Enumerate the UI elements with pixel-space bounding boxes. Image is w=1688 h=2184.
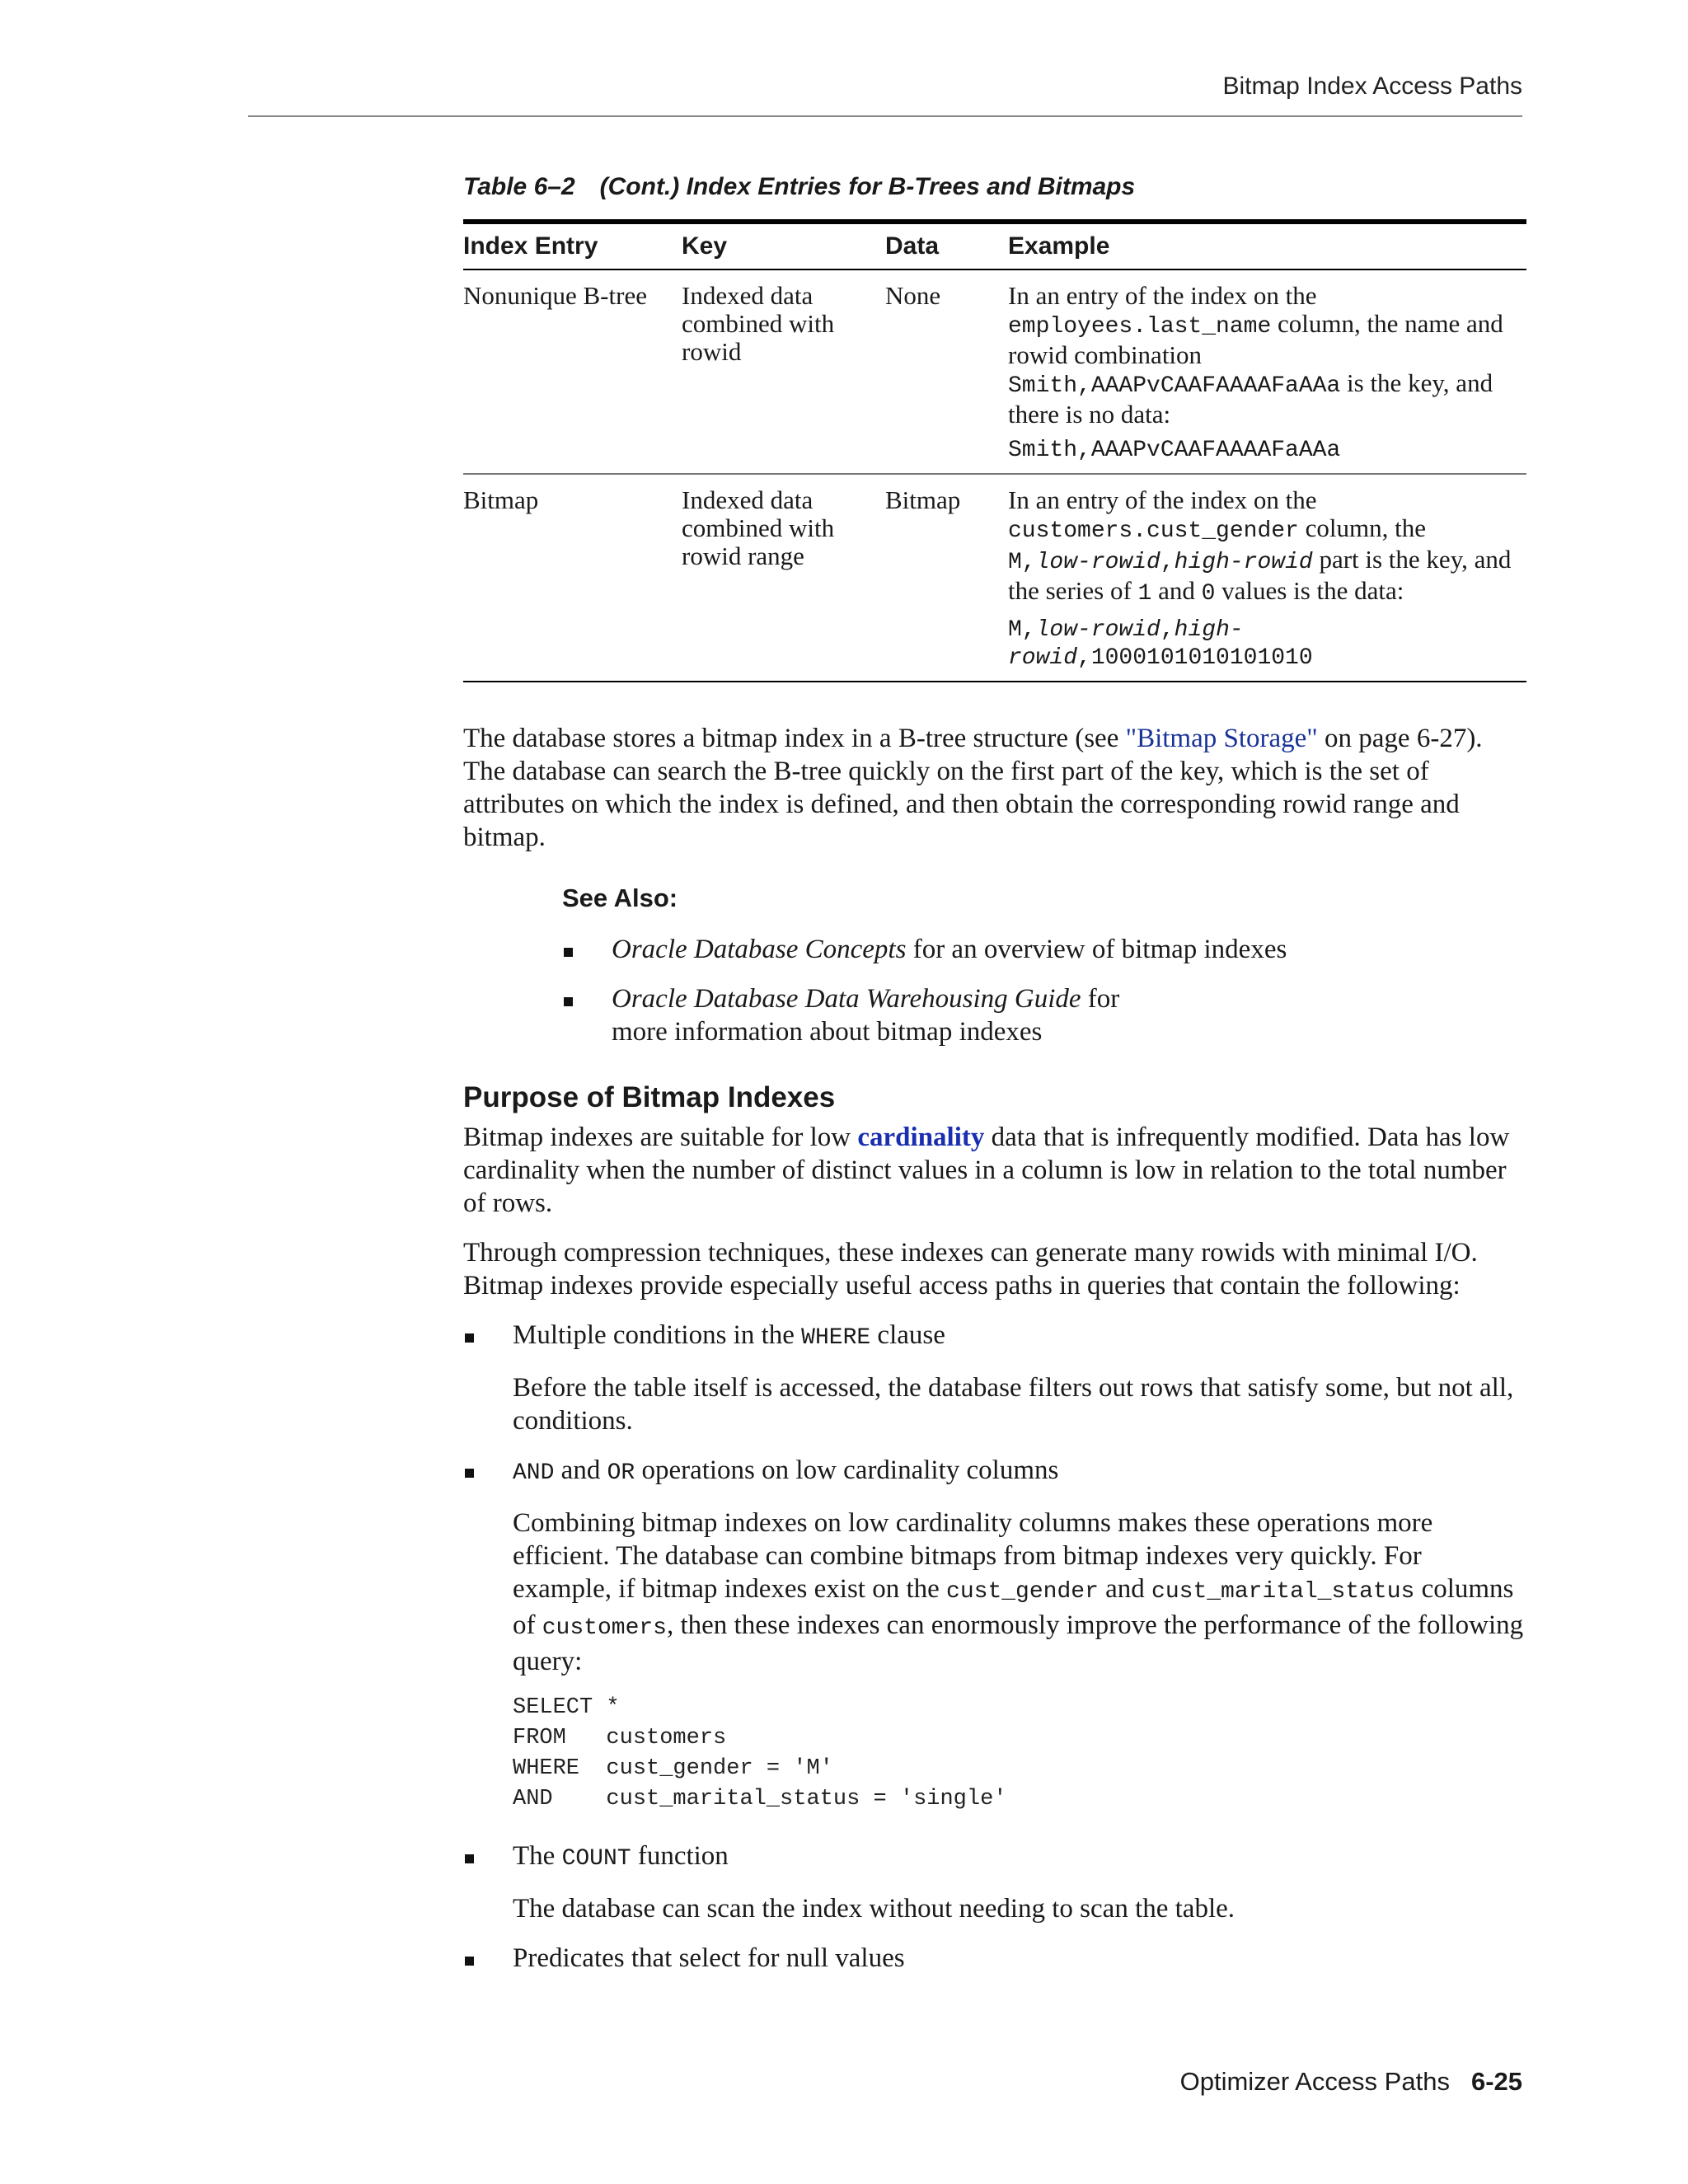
- list-item: [463, 1840, 1526, 1925]
- page-content: [463, 173, 1526, 1975]
- cell-key: Indexed data combined with rowid range: [682, 474, 885, 682]
- list-item-description: Before the table itself is accessed, the database filters out rows that satisfy some, but not all, conditions.: [513, 1373, 1514, 1436]
- list-item-text: and: [554, 1455, 607, 1485]
- see-also-list: [562, 933, 1526, 1048]
- list-item-description: [513, 1507, 1526, 1678]
- inline-code: customers.cust_gender: [1008, 518, 1299, 544]
- cell-index-entry: Bitmap: [463, 474, 682, 682]
- example-text: [1008, 486, 1526, 608]
- list-item-text: clause: [870, 1320, 945, 1350]
- inline-code: WHERE: [801, 1325, 871, 1351]
- body-paragraph: Through compression techniques, these indexes can generate many rowids with minimal I/O. Bitmap indexes provide especially useful access paths in queries that contain the following:: [463, 1238, 1478, 1301]
- running-header: Bitmap Index Access Paths: [1222, 73, 1522, 100]
- see-also-box: [562, 883, 1526, 1048]
- list-item-text: function: [631, 1841, 729, 1871]
- square-bullet-icon: [465, 1333, 474, 1343]
- list-item-text: operations on low cardinality columns: [635, 1455, 1059, 1485]
- list-item: [562, 982, 1139, 1048]
- footer-section-title: Optimizer Access Paths: [1179, 2067, 1450, 2096]
- section-heading: Purpose of Bitmap Indexes: [463, 1081, 836, 1113]
- cell-data: Bitmap: [885, 474, 1008, 682]
- example-text-part: is the key, and there is no data:: [1008, 368, 1493, 429]
- square-bullet-icon: [465, 1854, 474, 1863]
- example-text: [1008, 282, 1526, 429]
- table-caption-number: Table 6–2: [463, 173, 575, 200]
- inline-code: cust_marital_status: [1151, 1579, 1415, 1605]
- inline-code-italic: low-rowid: [1035, 550, 1160, 575]
- description-text: , then these indexes can enormously improve the performance of the following query:: [513, 1610, 1524, 1676]
- paragraph-text: data that is infrequently modified. Data has low cardinality when the number of distinct values in a column is low in relation to the total number of rows.: [463, 1122, 1510, 1218]
- table-caption: [463, 173, 1526, 208]
- table-row: [463, 269, 1526, 474]
- inline-code: M,: [1008, 550, 1036, 575]
- code-part: ,1000101010101010: [1077, 645, 1313, 671]
- page-number: 6-25: [1470, 2067, 1522, 2096]
- inline-code: ,: [1160, 550, 1175, 575]
- inline-code: AND: [513, 1460, 555, 1486]
- example-code-line: [1008, 616, 1526, 673]
- column-header-index-entry: Index Entry: [463, 222, 682, 269]
- code-part: M,: [1008, 617, 1036, 643]
- cell-key: Indexed data combined with rowid: [682, 269, 885, 474]
- example-text-part: and: [1151, 576, 1202, 605]
- page-footer: [248, 2067, 1522, 2097]
- table-caption-title: (Cont.) Index Entries for B-Trees and Bitmaps: [599, 173, 1136, 200]
- list-item-text: for more information about bitmap indexes: [612, 984, 1120, 1047]
- column-header-key: Key: [682, 222, 885, 269]
- cardinality-link[interactable]: cardinality: [857, 1122, 985, 1152]
- list-item-description: The database can scan the index without needing to scan the table.: [513, 1894, 1236, 1924]
- square-bullet-icon: [465, 1469, 474, 1478]
- inline-code: 1: [1137, 581, 1152, 607]
- list-item-text: The: [513, 1841, 562, 1871]
- query-features-list: [463, 1319, 1526, 1975]
- list-item: [463, 1319, 1526, 1437]
- square-bullet-icon: [465, 1957, 474, 1966]
- code-part: ,: [1160, 617, 1175, 643]
- see-also-title: See Also:: [562, 883, 678, 912]
- inline-code-italic: high-rowid: [1174, 550, 1313, 575]
- cell-example: [1008, 474, 1526, 682]
- bitmap-storage-link[interactable]: "Bitmap Storage": [1125, 724, 1318, 753]
- list-item: [463, 1942, 1526, 1975]
- book-title: Oracle Database Data Warehousing Guide: [612, 984, 1081, 1014]
- book-title: Oracle Database Concepts: [612, 935, 907, 964]
- square-bullet-icon: [564, 948, 573, 957]
- header-rule: [248, 115, 1522, 117]
- inline-code: 0: [1201, 581, 1216, 607]
- inline-code: cust_gender: [946, 1579, 1099, 1605]
- example-code-line: Smith,AAAPvCAAFAAAAFaAAa: [1008, 438, 1341, 463]
- code-part-italic: high-rowid: [1008, 617, 1244, 671]
- description-text: columns of: [513, 1574, 1514, 1640]
- inline-code: Smith,AAAPvCAAFAAAAFaAAa: [1008, 373, 1341, 399]
- table-row: [463, 474, 1526, 682]
- list-item: [463, 1454, 1526, 1815]
- inline-code: employees.last_name: [1008, 314, 1272, 340]
- cell-data: None: [885, 269, 1008, 474]
- square-bullet-icon: [564, 997, 573, 1006]
- column-header-example: Example: [1008, 222, 1526, 269]
- table-header-row: [463, 222, 1526, 269]
- column-header-data: Data: [885, 222, 1008, 269]
- example-text-part: column, the name and rowid combination: [1008, 309, 1503, 369]
- description-text: and: [1098, 1574, 1152, 1604]
- body-paragraph: [463, 1121, 1526, 1220]
- inline-code: OR: [607, 1460, 635, 1486]
- code-part-italic: low-rowid: [1035, 617, 1160, 643]
- inline-code: COUNT: [561, 1846, 631, 1872]
- list-item: [562, 933, 1526, 966]
- paragraph-text: The database stores a bitmap index in a B-tree structure (see: [463, 724, 1126, 753]
- cell-index-entry: Nonunique B-tree: [463, 269, 682, 474]
- list-item-text: Multiple conditions in the: [513, 1320, 802, 1350]
- example-text-part: In an entry of the index on the: [1008, 281, 1317, 310]
- paragraph-text: Bitmap indexes are suitable for low: [463, 1122, 858, 1152]
- example-text-part: values is the data:: [1215, 576, 1404, 605]
- example-text-part: column, the: [1298, 513, 1426, 542]
- paragraph-text: on page 6-27). The database can search the B-tree quickly on the first part of the key, which is the set of attributes on which the index is defined, and then obtain the corresponding rowid range and bitmap.: [463, 724, 1483, 852]
- example-text-part: part is the key, and the series of: [1008, 545, 1512, 605]
- cell-example: [1008, 269, 1526, 474]
- body-paragraph: [463, 722, 1526, 854]
- example-text-part: In an entry of the index on the: [1008, 485, 1317, 514]
- index-entries-table: [463, 219, 1526, 682]
- sql-code-block: SELECT * FROM customers WHERE cust_gender = 'M' AND cust_marital_status = 'single': [513, 1695, 1007, 1811]
- list-item-text: Predicates that select for null values: [513, 1943, 905, 1973]
- list-item-text: for an overview of bitmap indexes: [906, 935, 1287, 964]
- inline-code: customers: [542, 1615, 667, 1641]
- description-text: Combining bitmap indexes on low cardinality columns makes these operations more efficient. The database can combine bitmaps from bitmap indexes very quickly. For example, if bitmap indexes exist on the: [513, 1508, 1433, 1604]
